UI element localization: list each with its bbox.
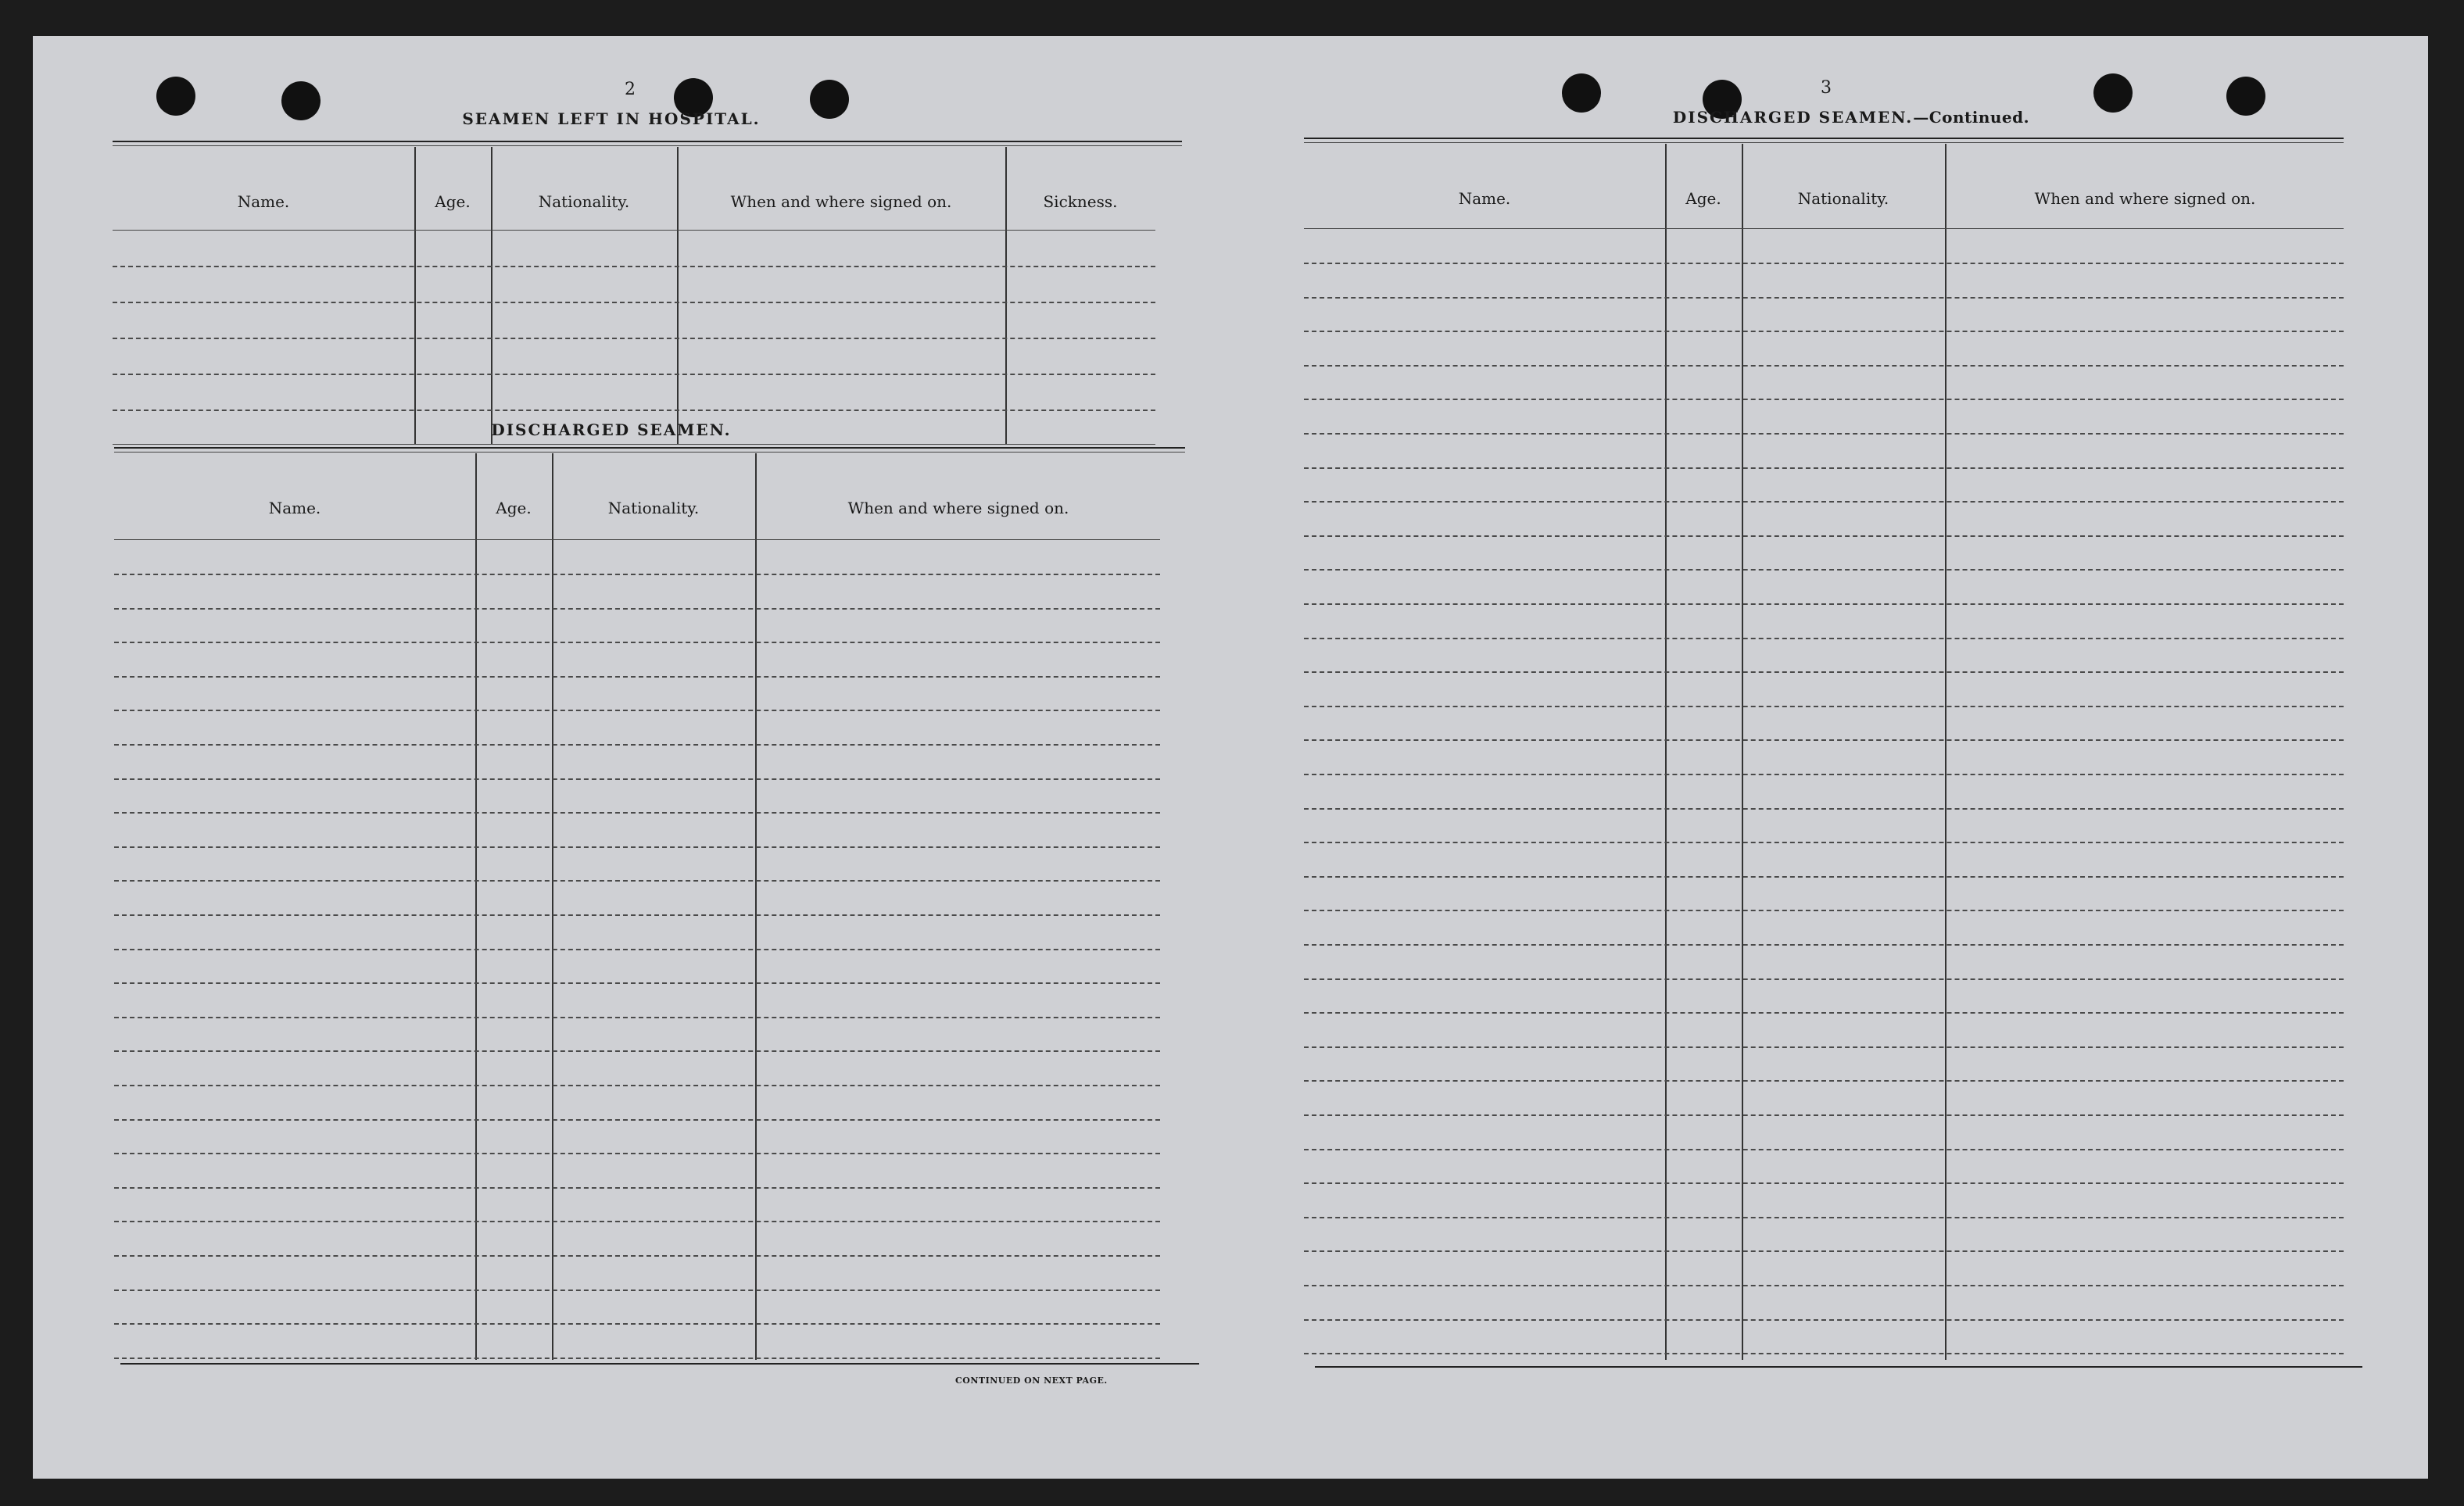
entry-line — [113, 302, 1155, 303]
header-underline — [114, 539, 1160, 540]
discharged-section-title: DISCHARGED SEAMEN. — [491, 420, 732, 439]
entry-line — [1304, 365, 2344, 367]
entry-line — [114, 1358, 1160, 1359]
discharged-continued-title — [1656, 108, 2047, 127]
entry-line — [113, 338, 1155, 339]
entry-line — [1304, 1149, 2344, 1150]
discharged-table-continued — [1304, 144, 2359, 1363]
column-divider — [677, 147, 679, 444]
entry-line — [114, 982, 1160, 984]
entry-line — [1304, 1080, 2344, 1082]
top-rule — [1304, 138, 2344, 139]
top-rule-secondary — [113, 145, 1182, 146]
entry-line — [113, 266, 1155, 267]
right-page — [1229, 36, 2428, 1479]
entry-line — [114, 1290, 1160, 1291]
entry-line — [114, 1255, 1160, 1257]
table-bottom-rule — [113, 444, 1155, 445]
ledger-sheet — [33, 36, 2428, 1479]
bottom-rule — [1315, 1366, 2362, 1368]
col-header-age: Age. — [1685, 189, 1721, 208]
entry-line — [114, 608, 1160, 610]
col-header-name: Name. — [237, 192, 290, 211]
entry-line — [1304, 263, 2344, 264]
entry-line — [1304, 1217, 2344, 1218]
page-number: 2 — [625, 80, 636, 99]
entry-line — [1304, 535, 2344, 537]
column-divider — [1945, 144, 1946, 1360]
header-underline — [113, 230, 1155, 231]
entry-line — [1304, 774, 2344, 775]
entry-line — [113, 374, 1155, 375]
entry-line — [1304, 910, 2344, 911]
col-header-age: Age. — [435, 192, 471, 211]
entry-line — [114, 1017, 1160, 1018]
entry-line — [1304, 1114, 2344, 1116]
entry-line — [113, 410, 1155, 411]
col-header-sickness: Sickness. — [1043, 192, 1118, 211]
entry-line — [114, 1153, 1160, 1154]
col-header-age: Age. — [496, 499, 532, 517]
page-number: 3 — [1821, 78, 1832, 98]
entry-line — [114, 676, 1160, 678]
entry-line — [1304, 569, 2344, 571]
entry-line — [1304, 978, 2344, 980]
entry-line — [1304, 1012, 2344, 1014]
section-title-text: DISCHARGED SEAMEN. — [1672, 108, 1914, 127]
hospital-table — [113, 147, 1185, 445]
section-rule-secondary — [114, 452, 1185, 453]
col-header-nationality: Nationality. — [538, 192, 630, 211]
col-header-signed-on: When and where signed on. — [2034, 189, 2256, 208]
section-rule — [114, 447, 1185, 449]
entry-line — [1304, 297, 2344, 299]
continued-footer: CONTINUED ON NEXT PAGE. — [955, 1375, 1108, 1386]
entry-line — [1304, 944, 2344, 946]
entry-line — [114, 880, 1160, 882]
entry-line — [114, 1119, 1160, 1121]
entry-line — [114, 1323, 1160, 1325]
entry-line — [114, 744, 1160, 746]
column-divider — [1665, 144, 1667, 1360]
entry-line — [114, 1221, 1160, 1222]
entry-line — [1304, 399, 2344, 400]
column-divider — [1742, 144, 1743, 1360]
entry-line — [1304, 1182, 2344, 1184]
entry-line — [114, 914, 1160, 916]
entry-line — [1304, 808, 2344, 810]
top-rule-secondary — [1304, 142, 2344, 143]
header-underline — [1304, 228, 2344, 229]
entry-line — [1304, 638, 2344, 639]
col-header-signed-on: When and where signed on. — [847, 499, 1069, 517]
entry-line — [1304, 1319, 2344, 1321]
left-page — [33, 36, 1229, 1479]
column-divider — [491, 147, 492, 444]
entry-line — [1304, 433, 2344, 435]
entry-line — [1304, 739, 2344, 741]
top-rule — [113, 141, 1182, 142]
entry-line — [114, 812, 1160, 814]
entry-line — [114, 574, 1160, 575]
entry-line — [1304, 1250, 2344, 1252]
entry-line — [1304, 603, 2344, 605]
discharged-table — [114, 453, 1196, 1366]
entry-line — [114, 1187, 1160, 1189]
col-header-signed-on: When and where signed on. — [730, 192, 952, 211]
section-title-continued: —Continued. — [1913, 108, 2030, 127]
entry-line — [1304, 1046, 2344, 1048]
bottom-rule — [120, 1363, 1199, 1365]
column-divider — [755, 453, 757, 1360]
entry-line — [1304, 1285, 2344, 1286]
column-divider — [414, 147, 416, 444]
col-header-name: Name. — [1458, 189, 1511, 208]
entry-line — [114, 642, 1160, 643]
entry-line — [114, 1085, 1160, 1086]
entry-line — [114, 710, 1160, 711]
entry-line — [1304, 842, 2344, 843]
entry-line — [1304, 467, 2344, 469]
col-header-name: Name. — [268, 499, 321, 517]
column-divider — [1005, 147, 1007, 444]
column-divider — [552, 453, 553, 1360]
hospital-section-title: SEAMEN LEFT IN HOSPITAL. — [462, 109, 761, 128]
column-divider — [475, 453, 477, 1360]
entry-line — [1304, 331, 2344, 332]
entry-line — [1304, 876, 2344, 878]
entry-line — [114, 778, 1160, 780]
entry-line — [114, 846, 1160, 848]
entry-line — [114, 949, 1160, 950]
col-header-nationality: Nationality. — [1797, 189, 1889, 208]
entry-line — [114, 1050, 1160, 1052]
entry-line — [1304, 1353, 2344, 1354]
col-header-nationality: Nationality. — [607, 499, 700, 517]
entry-line — [1304, 671, 2344, 673]
entry-line — [1304, 706, 2344, 707]
entry-line — [1304, 501, 2344, 503]
